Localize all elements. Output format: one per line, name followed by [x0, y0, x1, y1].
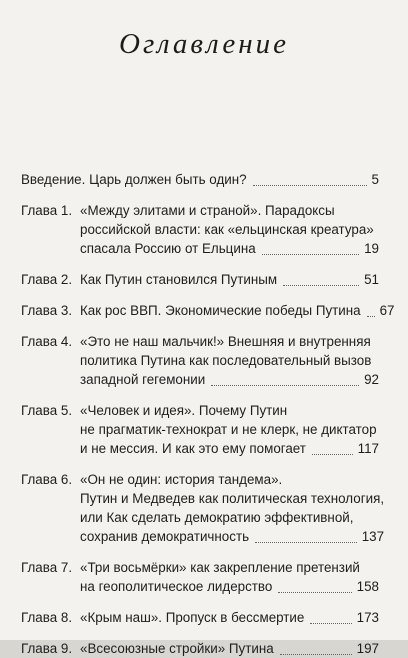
dot-leader	[280, 653, 352, 655]
chapter-title-line: «Крым наш». Пропуск в бессмертие	[80, 610, 305, 625]
toc-entry-chapter-8	[21, 608, 381, 627]
chapter-title-last-line	[80, 527, 384, 546]
chapter-title-line: «Человек и идея». Почему Путин	[80, 403, 288, 418]
chapter-title	[80, 639, 381, 658]
page-number: 137	[361, 529, 385, 544]
dot-leader	[310, 622, 351, 624]
chapter-title-last-line	[80, 439, 379, 458]
chapter-title	[80, 608, 381, 627]
chapter-title-line: «Это не наш мальчик!» Внешняя и внутренняя	[80, 334, 371, 349]
chapter-title-line: на геополитическое лидерство	[80, 579, 273, 594]
chapter-title-line: сохранив демократичность	[80, 529, 250, 544]
chapter-title	[80, 270, 381, 289]
chapter-title-last-line	[80, 301, 395, 320]
chapter-title-line: Введение. Царь должен быть один?	[21, 172, 247, 187]
chapter-number: Глава 9.	[21, 641, 73, 656]
chapter-title-last-line	[80, 577, 379, 596]
page-number: 117	[357, 441, 379, 456]
chapter-title-line: или Как сделать демократию эффективной,	[80, 510, 354, 525]
chapter-title-last-line	[80, 608, 379, 627]
chapter-title-line: «Между элитами и страной». Парадоксы	[80, 203, 335, 218]
chapter-title-line: «Он не один: история тандема».	[80, 472, 283, 487]
chapter-title-line: политика Путина как последовательный вызов	[80, 353, 372, 368]
toc-entry-introduction	[21, 170, 381, 189]
page-number: 51	[364, 272, 379, 287]
chapter-title-line: Как Путин становился Путиным	[80, 272, 278, 287]
toc-entry-chapter-9	[21, 639, 381, 658]
chapter-title	[80, 470, 386, 546]
chapter-number: Глава 2.	[21, 272, 73, 287]
chapter-title-line: российской власти: как «ельцинская креатура»	[80, 222, 374, 237]
chapter-title	[80, 401, 381, 458]
dot-leader	[283, 284, 359, 286]
chapter-title	[80, 201, 381, 258]
chapter-title-line: «Всесоюзные стройки» Путина	[80, 641, 274, 656]
chapter-title	[80, 332, 381, 389]
page-title: Оглавление	[119, 28, 289, 60]
chapter-title-line: «Три восьмёрки» как закрепление претензий	[80, 560, 360, 575]
dot-leader	[253, 184, 367, 186]
page-number: 19	[364, 241, 379, 256]
chapter-title-line: Как рос ВВП. Экономические победы Путина	[80, 303, 361, 318]
chapter-number: Глава 8.	[21, 610, 73, 625]
chapter-number: Глава 4.	[21, 334, 73, 349]
chapter-title	[21, 170, 381, 189]
chapter-title-line: Путин и Медведев как политическая технология,	[80, 491, 385, 506]
toc-entry-chapter-7	[21, 558, 381, 596]
dot-leader	[367, 315, 375, 317]
toc-entry-chapter-3	[21, 301, 395, 320]
chapter-title-last-line	[80, 370, 379, 389]
toc-entry-chapter-2	[21, 270, 381, 289]
table-of-contents	[21, 170, 395, 658]
chapter-title-last-line	[80, 239, 379, 258]
dot-leader	[312, 453, 353, 455]
chapter-title-line: и не мессия. И как это ему помогает	[80, 441, 306, 456]
dot-leader	[278, 591, 351, 593]
page-number: 67	[379, 303, 395, 318]
page-number: 158	[356, 579, 379, 594]
chapter-title	[80, 301, 397, 320]
chapter-title-line: не прагматик-технократ и не клерк, не диктатор	[80, 422, 377, 437]
chapter-title	[80, 558, 381, 596]
toc-entry-chapter-1	[21, 201, 381, 258]
dot-leader	[255, 541, 357, 543]
chapter-title-line: западной гегемонии	[80, 372, 206, 387]
chapter-number: Глава 3.	[21, 303, 73, 318]
page-number: 92	[364, 372, 379, 387]
chapter-title-line: спасала Россию от Ельцина	[80, 241, 256, 256]
dot-leader	[211, 384, 359, 386]
chapter-number: Глава 5.	[21, 403, 73, 418]
page-number: 5	[371, 172, 379, 187]
chapter-title-last-line	[80, 270, 379, 289]
chapter-title-last-line	[80, 639, 379, 658]
page-number: 173	[356, 610, 379, 625]
chapter-title-last-line	[21, 170, 379, 189]
dot-leader	[262, 253, 359, 255]
toc-entry-chapter-6	[21, 470, 385, 546]
chapter-number: Глава 6.	[21, 472, 73, 487]
chapter-number: Глава 1.	[21, 203, 73, 218]
chapter-number: Глава 7.	[21, 560, 73, 575]
toc-entry-chapter-4	[21, 332, 381, 389]
toc-entry-chapter-5	[21, 401, 381, 458]
page-number: 197	[356, 641, 379, 656]
